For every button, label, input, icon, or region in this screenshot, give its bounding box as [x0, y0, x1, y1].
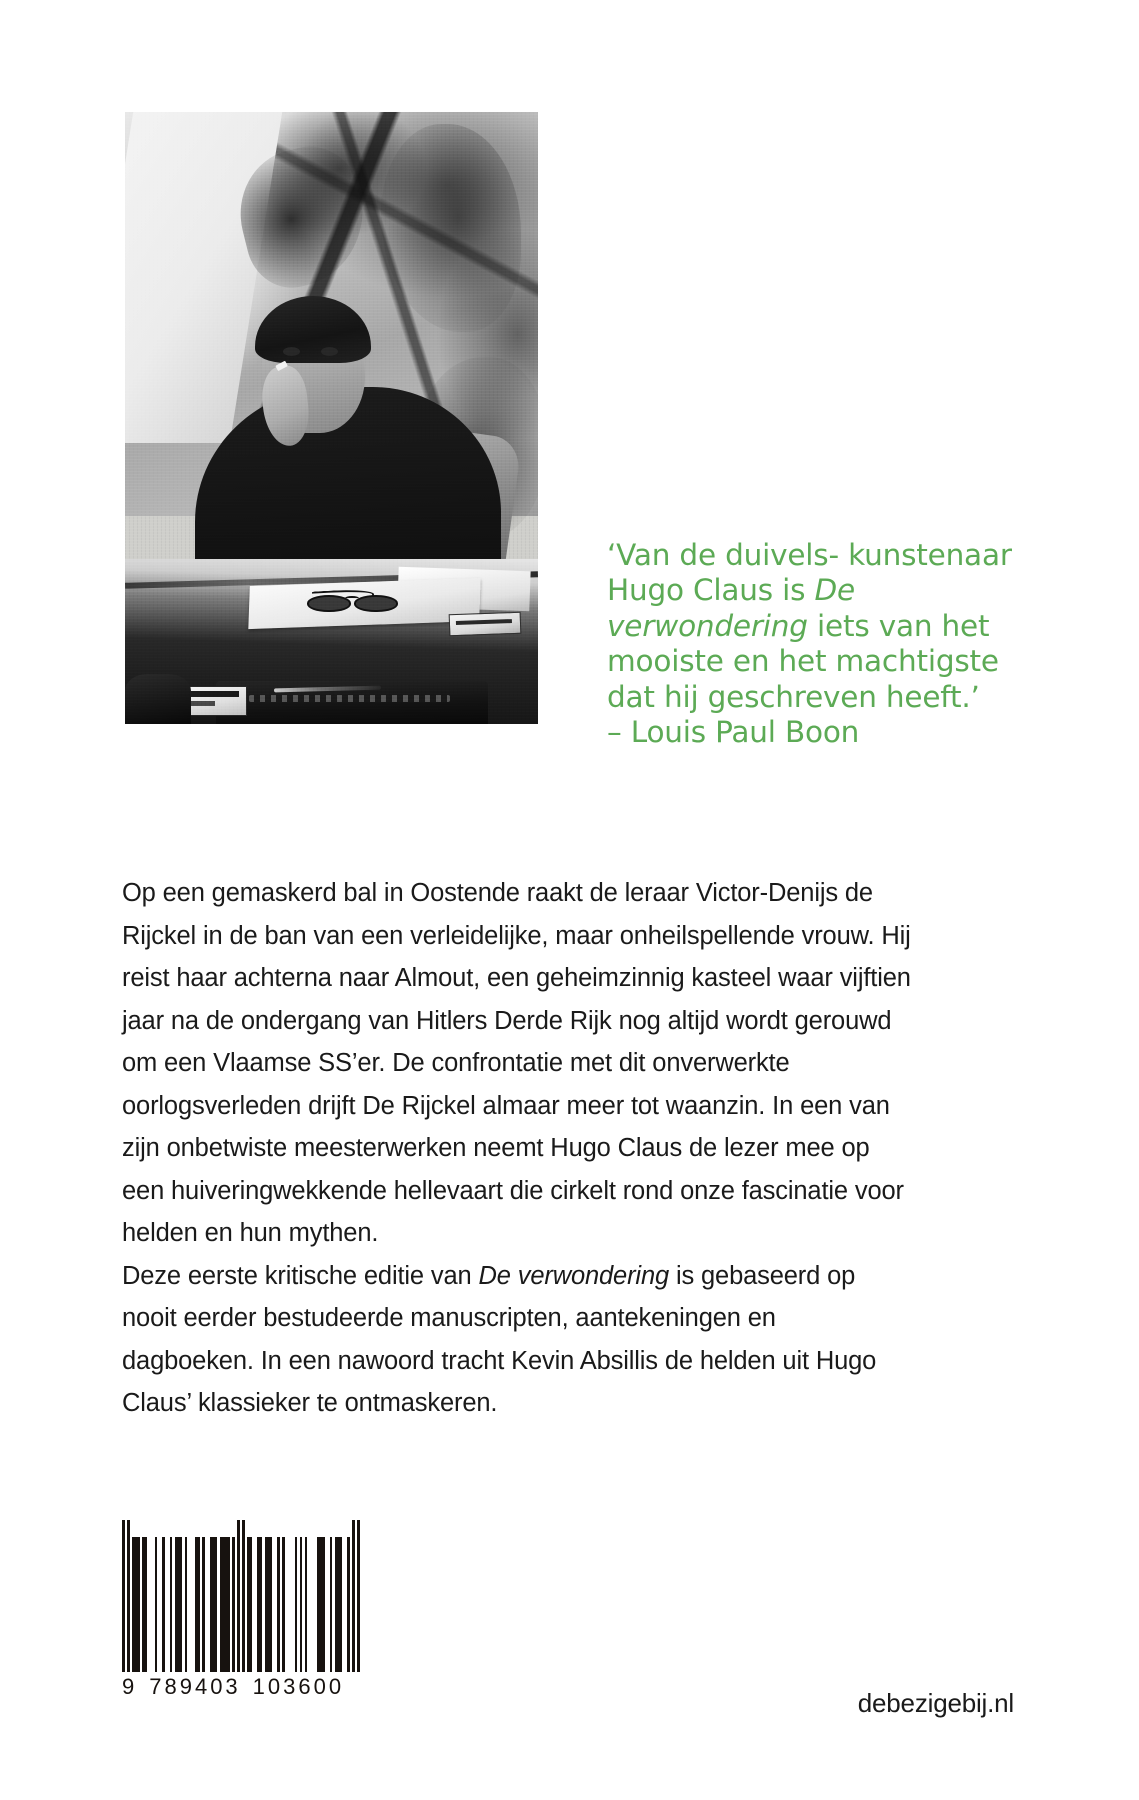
- quote-line-6: geschreven heeft.’: [707, 679, 980, 714]
- quote-line-5: het machtigste dat hij: [607, 644, 999, 714]
- quote-line-3-suffix: iets: [807, 608, 870, 643]
- publisher-website[interactable]: debezigebij.nl: [857, 1688, 1014, 1718]
- blurb-work-title: De verwondering: [478, 1261, 670, 1290]
- blurb-p2-suffix: is gebaseerd op nooit eerder bestudeerde manuscripten, aantekeningen en dagboeken. In een nawoord tracht Kevin Absillis de helden uit Hugo Claus’ klassieker te ontmaskeren.: [122, 1261, 877, 1417]
- blurb-p2-prefix: Deze eerste kritische editie van: [122, 1261, 479, 1290]
- quote-work-title: De verwondering: [607, 573, 855, 643]
- quote-line-1: ‘Van de duivels-: [607, 537, 839, 572]
- photo-cigarette-pack: [449, 612, 522, 636]
- photo-typewriter-keys: [249, 695, 451, 702]
- quote-line-3-prefix: is: [782, 573, 815, 607]
- photo-sunglasses-lens-right: [354, 595, 398, 611]
- author-photograph: [125, 112, 538, 724]
- barcode-digits-left: 789403: [149, 1674, 241, 1699]
- review-quote: [607, 538, 1027, 751]
- barcode-digits-right: 103600: [252, 1674, 345, 1699]
- photo-sunglasses: [307, 595, 398, 607]
- quote-line-4: van het mooiste en: [607, 608, 990, 678]
- photo-desk: [125, 559, 538, 724]
- barcode-digits: [122, 1674, 360, 1700]
- back-cover-blurb: [122, 872, 912, 1425]
- barcode-bar: [357, 1520, 360, 1672]
- photo-lamp-base: [125, 674, 191, 724]
- barcode-digit-lead: 9: [122, 1674, 138, 1699]
- photo-content: [125, 112, 538, 724]
- quote-line-2: kunstenaar Hugo Claus: [607, 537, 1012, 607]
- blurb-paragraph-2: [122, 1255, 912, 1425]
- barcode-bars: [122, 1520, 360, 1672]
- blurb-paragraph-1: Op een gemaskerd bal in Oostende raakt de leraar Victor-Denijs de Rijckel in de ban van een verleidelijke, maar onheilspellende vrouw. Hij reist haar achterna naar Almout, een geheimzinnig kasteel waar vijftien jaar na de ondergang van Hitlers Derde Rijk nog altijd wordt gerouwd om een Vlaamse SS’er. De confrontatie met dit onverwerkte oorlogsverleden drijft De Rijckel almaar meer tot waanzin. In een van zijn onbetwiste meesterwerken neemt Hugo Claus de lezer mee op een huiveringwekkende hellevaart die cirkelt rond onze fascinatie voor helden en hun mythen.: [122, 879, 911, 1247]
- isbn-barcode: [122, 1520, 360, 1700]
- quote-attribution: – Louis Paul Boon: [607, 715, 860, 749]
